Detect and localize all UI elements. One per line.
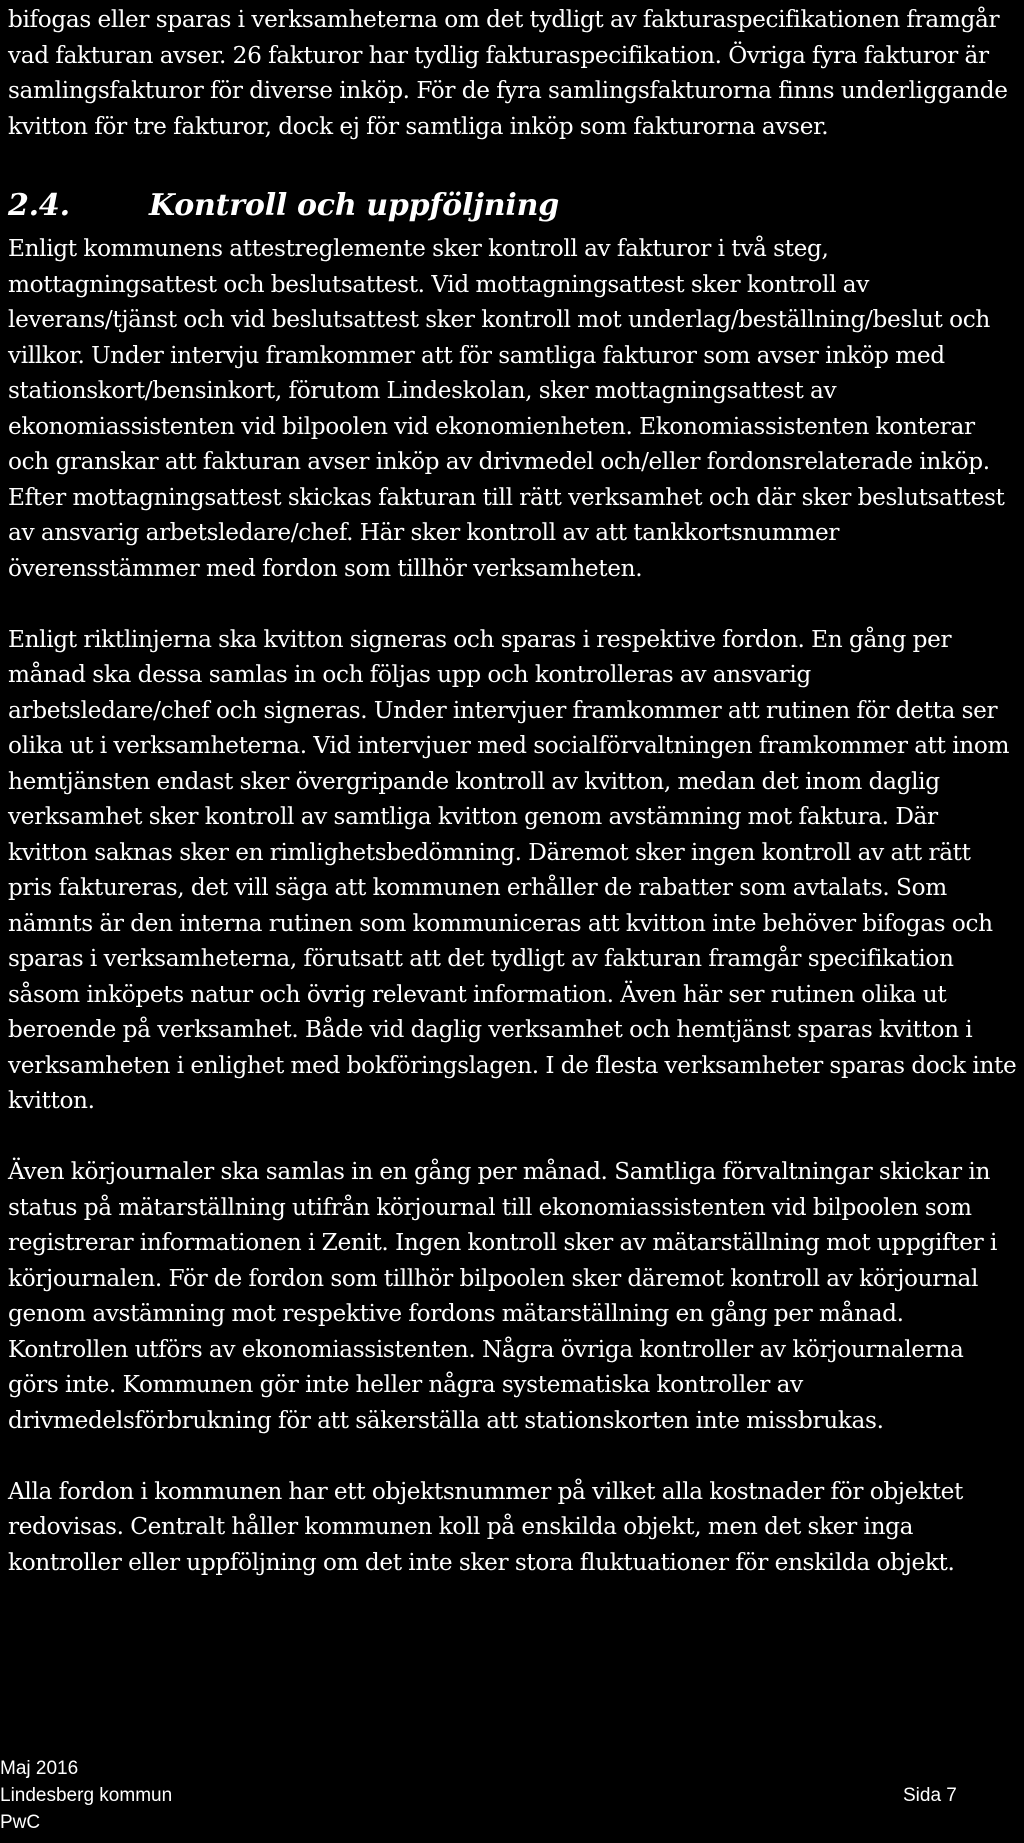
paragraph-driving-logs: Även körjournaler ska samlas in en gång per månad. Samtliga förvaltningar skickar in status på mätarställning utifrån körjournal till ekonomiassistenten vid bilpoolen som registrerar informationen i Zenit. Ingen kontroll sker av mätarställning mot uppgifter i körjournalen. För de fordon som tillhör bilpoolen sker däremot kontroll av körjournal genom avstämning mot respektive fordons mätarställning en gång per månad. Kontrollen utförs av ekonomiassistenten. Några övriga kontroller av körjournalerna görs inte. Kommunen gör inte heller några systematiska kontroller av drivmedelsförbrukning för att säkerställa att stationskorten inte missbrukas. [8, 1158, 998, 1434]
paragraph-receipts: Enligt riktlinjerna ska kvitton signeras och sparas i respektive fordon. En gång per månad ska dessa samlas in och följas upp och kontrolleras av ansvarig arbetsledare/chef och signeras. Under intervjuer framkommer att rutinen för detta ser olika ut i verksamheterna. Vid intervjuer med socialförvaltningen framkommer att inom hemtjänsten endast sker övergripande kontroll av kvitton, medan det inom daglig verksamhet sker kontroll av samtliga kvitton genom avstämning mot faktura. Där kvitton saknas sker en rimlighetsbedömning. Däremot sker ingen kontroll av att rätt pris faktureras, det vill säga att kommunen erhåller de rabatter som avtalats. Som nämnts är den interna rutinen som kommuniceras att kvitton inte behöver bifogas och sparas i verksamheterna, förutsatt att det tydligt av fakturan framgår specifikation såsom inköpets natur och övrig relevant information. Även här ser rutinen olika ut beroende på verksamhet. Både vid daglig verksamhet och hemtjänst sparas kvitton i verksamheten i enlighet med bokföringslagen. I de flesta verksamheter sparas dock inte kvitton. [8, 625, 1017, 1114]
page-footer [0, 1755, 1024, 1843]
footer-author: PwC [0, 1812, 41, 1833]
section-title: Kontroll och uppföljning [149, 188, 560, 223]
document-body [8, 2, 1018, 1580]
footer-organization: Lindesberg kommun [0, 1785, 173, 1806]
paragraph-attest-rules: Enligt kommunens attestreglemente sker kontroll av fakturor i två steg, mottagningsattest och beslutsattest. Vid mottagningsattest sker kontroll av leverans/tjänst och vid beslutsattest sker kontroll mot underlag/beställning/beslut och villkor. Under intervju framkommer att för samtliga fakturor som avser inköp med stationskort/bensinkort, förutom Lindeskolan, sker mottagningsattest av ekonomiassistenten vid bilpoolen vid ekonomienheten. Ekonomiassistenten konterar och granskar att fakturan avser inköp av drivmedel och/eller fordonsrelaterade inköp. Efter mottagningsattest skickas fakturan till rätt verksamhet och där sker beslutsattest av ansvarig arbetsledare/chef. Här sker kontroll av att tankkortsnummer överensstämmer med fordon som tillhör verksamheten. [8, 235, 1005, 582]
footer-date: Maj 2016 [0, 1758, 79, 1779]
section-heading [8, 187, 1018, 225]
page-number: Sida 7 [903, 1785, 957, 1806]
paragraph-object-numbers: Alla fordon i kommunen har ett objektsnummer på vilket alla kostnader för objektet redovisas. Centralt håller kommunen koll på enskilda objekt, men det sker inga kontroller eller uppföljning om det inte sker stora fluktuationer för enskilda objekt. [8, 1477, 964, 1576]
footer-meta [0, 1755, 172, 1836]
paragraph-invoice-specification: bifogas eller sparas i verksamheterna om det tydligt av fakturaspecifikationen framgår vad fakturan avser. 26 fakturor har tydlig fakturaspecifikation. Övriga fyra fakturor är samlingsfakturor för diverse inköp. För de fyra samlingsfakturorna finns underliggande kvitton för tre fakturor, dock ej för samtliga inköp som fakturorna avser. [8, 6, 1008, 140]
section-number: 2.4. [8, 188, 70, 223]
